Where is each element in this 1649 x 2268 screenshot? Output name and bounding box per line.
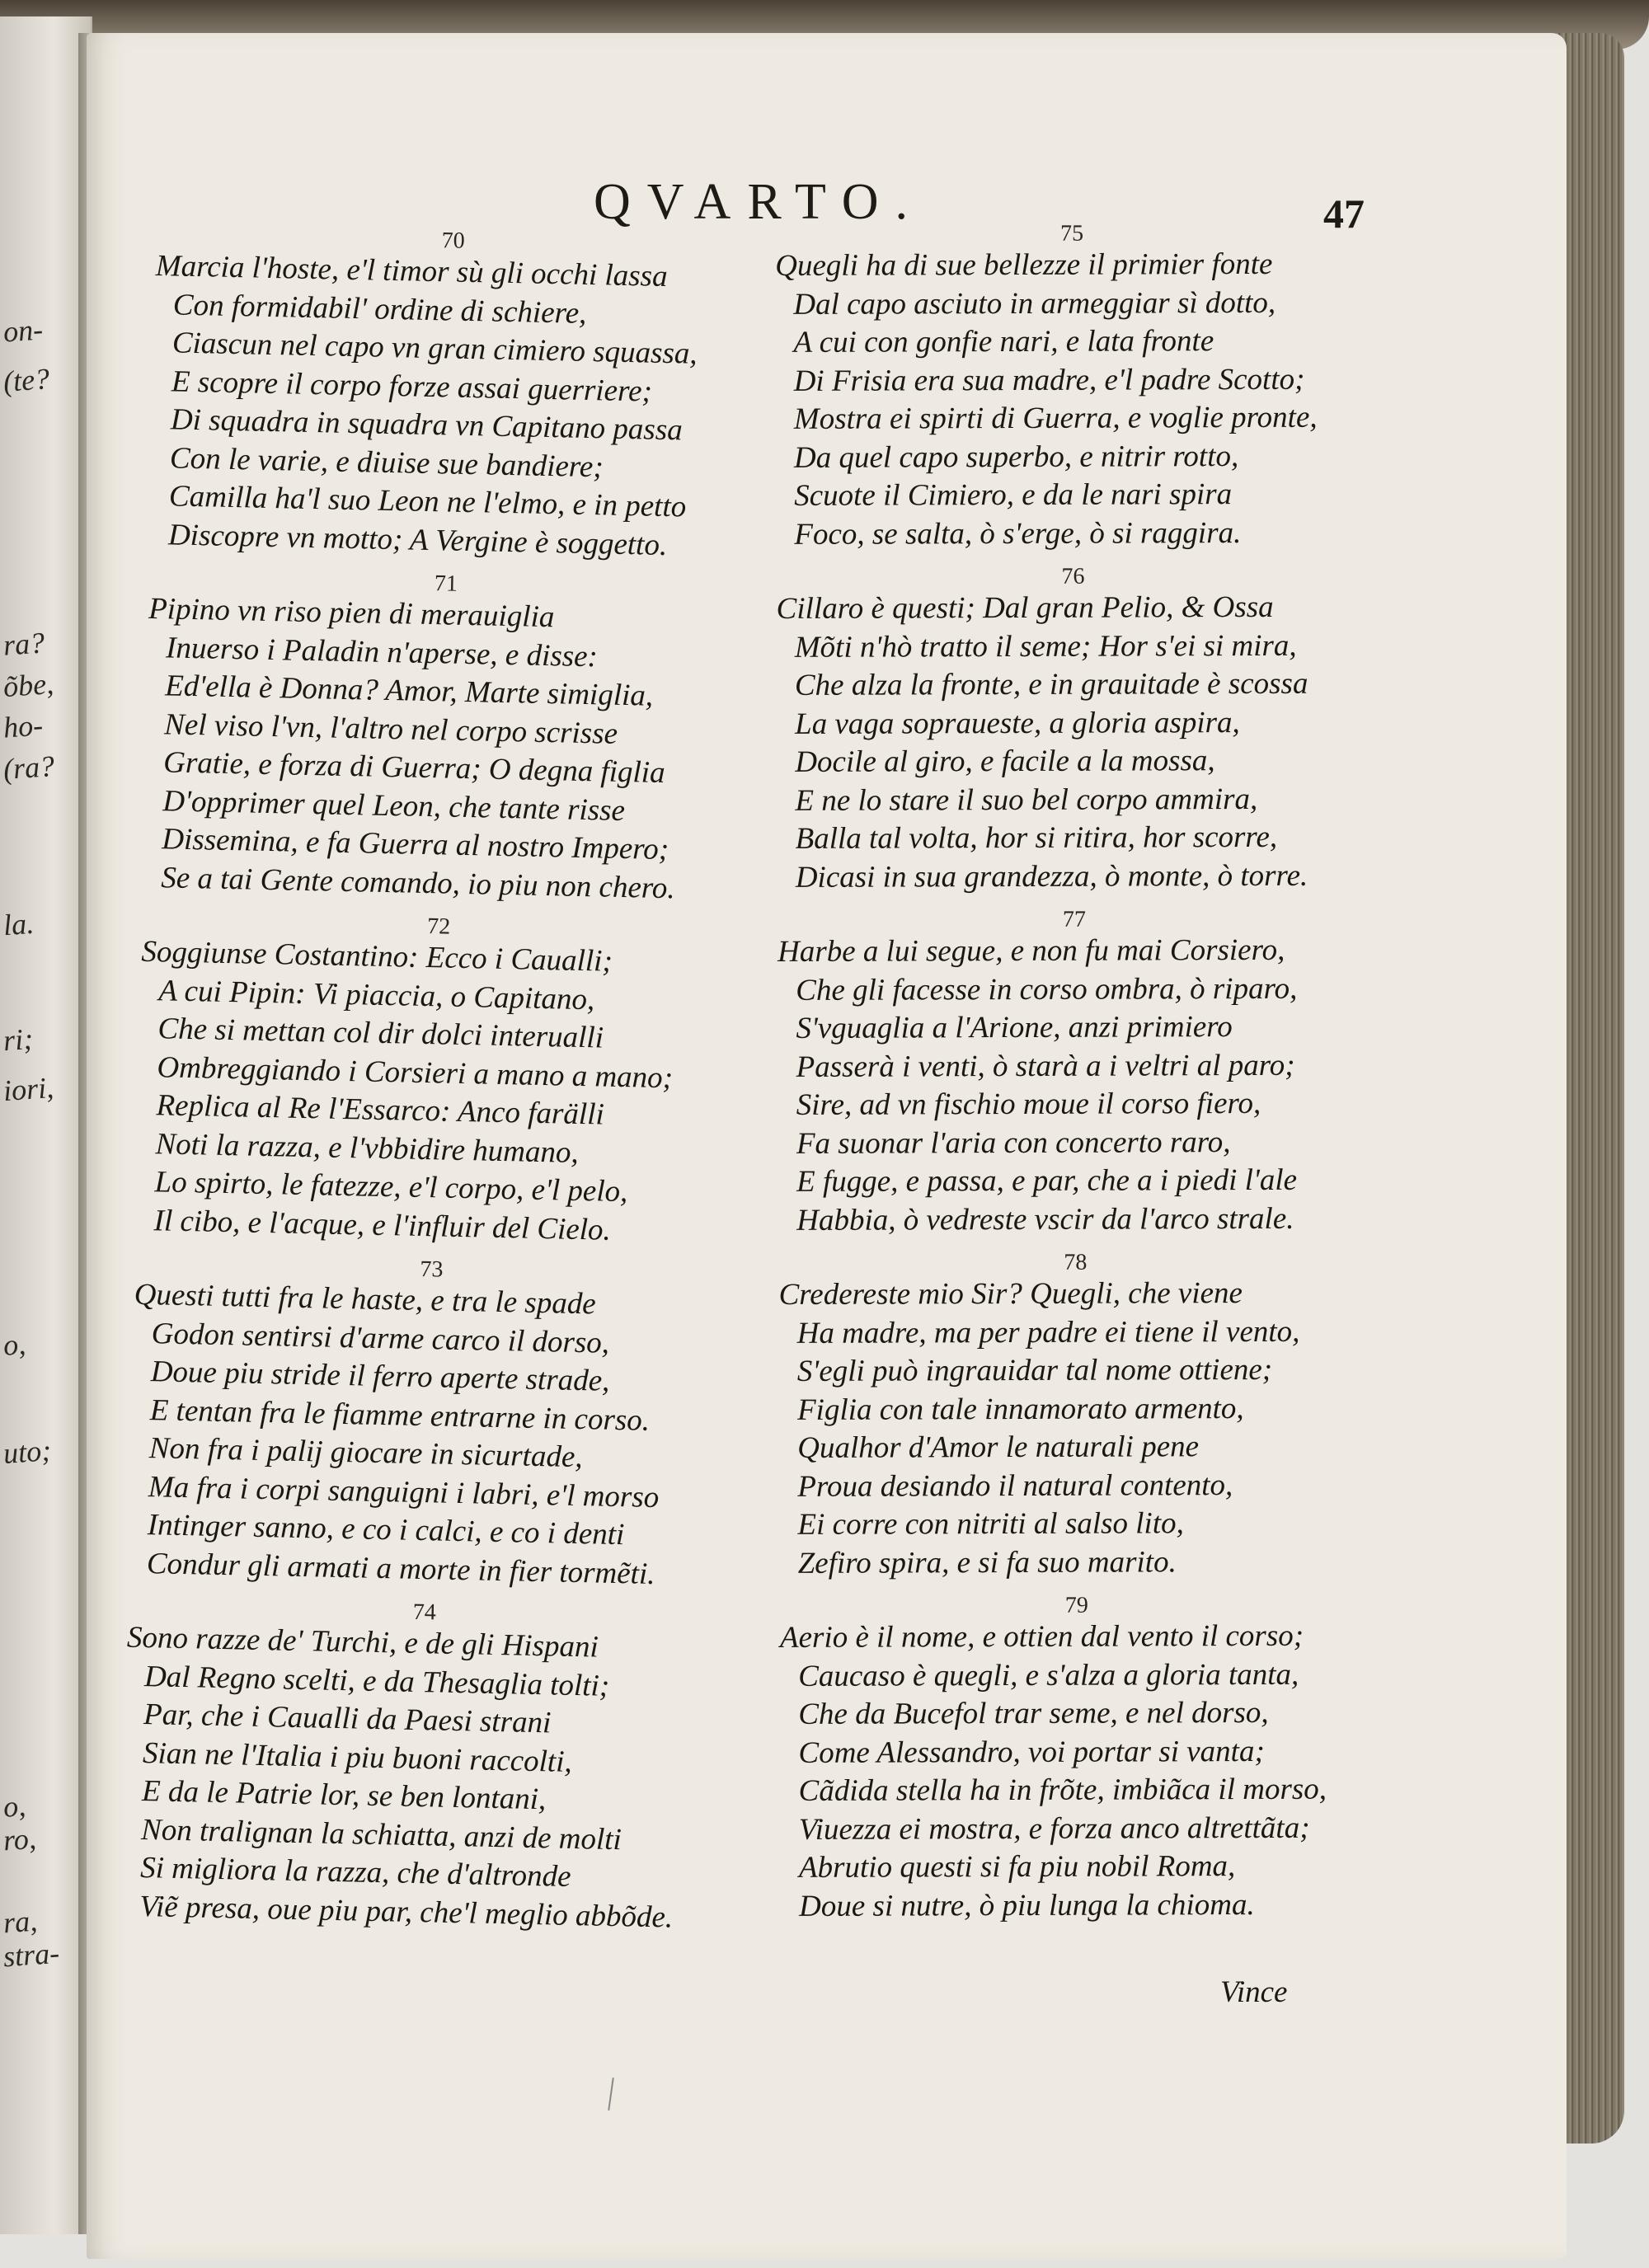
stanza-number: 71: [434, 571, 458, 597]
verse-line: Godon sentirsi d'arme carco il dorso,: [151, 1316, 610, 1360]
stanza: [775, 220, 1369, 554]
verse-line: A cui con gonfie nari, e lata fronte: [793, 324, 1214, 359]
stanza-number: 79: [1064, 1592, 1088, 1618]
stanza-lines: [128, 1276, 728, 1595]
verse-line: Proua desiando il natural contento,: [797, 1467, 1233, 1504]
stanza: [778, 906, 1372, 1240]
verse-line: Ma fra i corpi sanguigni i labri, e'l morso: [148, 1469, 660, 1514]
verse-line: Credereste mio Sir? Quegli, che viene: [778, 1276, 1243, 1312]
stanza: [778, 1249, 1373, 1583]
margin-fragment: on-: [2, 312, 45, 349]
stanza-lines: [780, 1617, 1374, 1926]
stanza-number: 76: [1061, 563, 1085, 589]
verse-line: Questi tutti fra le haste, e tra le spade: [134, 1277, 597, 1322]
verse-line: Dal Regno scelti, e da Thesaglia tolti;: [143, 1659, 610, 1703]
verse-line: Zefiro spira, e si fa suo marito.: [797, 1544, 1177, 1580]
verse-line: S'egli può ingrauidar tal nome ottiene;: [796, 1352, 1273, 1388]
stanza: [128, 1251, 728, 1595]
stanza-lines: [135, 933, 735, 1252]
margin-fragment: ro,: [2, 1821, 38, 1857]
margin-fragment: ra,: [2, 1904, 39, 1940]
margin-fragment: ri;: [2, 1021, 35, 1058]
verse-line: Gratie, e forza di Guerra; O degna figlia: [162, 745, 665, 791]
verse-line: Non fra i palij giocare in sicurtade,: [148, 1431, 584, 1475]
verse-line: Scuote il Cimiero, e da le nari spira: [794, 477, 1233, 513]
verse-line: Dal capo asciuto in armeggiar sì dotto,: [793, 285, 1276, 322]
verse-line: Nel viso l'vn, l'altro nel corpo scrisse: [163, 707, 618, 751]
margin-fragment: ra?: [2, 626, 46, 662]
verse-line: Ei corre con nitriti al salso lito,: [797, 1506, 1184, 1542]
verse-line: Harbe a lui segue, e non fu mai Corsiero,: [778, 932, 1285, 969]
margin-fragment: ho-: [2, 708, 45, 744]
verse-line: Cillaro è questi; Dal gran Pelio, & Ossa: [776, 589, 1274, 626]
verse-line: D'opprimer quel Leon, che tante risse: [162, 783, 626, 828]
verse-line: Che da Bucefol trar seme, e nel dorso,: [798, 1695, 1269, 1731]
verse-line: Par, che i Caualli da Paesi strani: [143, 1697, 552, 1740]
stanza-lines: [775, 245, 1369, 554]
margin-fragment: õbe,: [2, 666, 55, 704]
verse-line: E tentan fra le fiamme entrarne in corso.: [149, 1392, 651, 1438]
verse-line: Inuerso i Paladin n'aperse, e disse:: [165, 630, 599, 674]
stanza-number: 72: [426, 913, 451, 940]
stanza: [780, 1592, 1374, 1926]
stanza-lines: [150, 247, 750, 566]
margin-fragment: stra-: [2, 1936, 61, 1974]
verse-line: Dicasi in sua grandezza, ò monte, ò torre.: [795, 858, 1308, 895]
left-margin-fragments: [0, 16, 82, 2234]
verse-line: Intinger sanno, e co i calci, e co i denti: [147, 1508, 625, 1552]
stanza-number: 78: [1064, 1249, 1088, 1275]
verse-line: Che gli facesse in corso ombra, ò riparo,: [796, 971, 1298, 1007]
verse-line: Lo spirto, le fatezze, e'l corpo, e'l pelo,: [154, 1165, 628, 1209]
verse-line: Il cibo, e l'acque, e l'influir del Cielo.: [153, 1203, 612, 1247]
verse-line: Sian ne l'Italia i piu buoni raccolti,: [142, 1735, 573, 1779]
verse-line: Figlia con tale innamorato armento,: [796, 1391, 1244, 1427]
verse-line: E scopre il corpo forze assai guerriere;: [171, 364, 653, 409]
stanza-number: 73: [420, 1256, 444, 1283]
verse-line: E da le Patrie lor, se ben lontani,: [141, 1774, 547, 1817]
verse-line: Habbia, ò vedreste vscir da l'arco strale.: [796, 1201, 1294, 1237]
verse-line: Discopre vn motto; A Vergine è soggetto.: [167, 517, 668, 562]
verse-line: Aerio è il nome, e ottien dal vento il corso;: [779, 1618, 1304, 1655]
verse-line: Abrutio questi si fa piu nobil Roma,: [798, 1849, 1236, 1885]
verse-line: E ne lo stare il suo bel corpo ammira,: [795, 782, 1258, 818]
verse-line: Con formidabil' ordine di schiere,: [172, 287, 587, 331]
stanza-lines: [778, 931, 1372, 1240]
verse-line: Sono razze de' Turchi, e de gli Hispani: [126, 1620, 599, 1665]
verse-line: Ombreggiando i Corsieri a mano a mano;: [157, 1049, 674, 1095]
margin-fragment: (ra?: [2, 749, 56, 787]
verse-line: Viuezza ei mostra, e forza anco altrettãta;: [798, 1810, 1310, 1847]
verse-line: E fugge, e passa, e par, che a i piedi l'ale: [796, 1162, 1298, 1199]
stanza-lines: [121, 1619, 721, 1938]
margin-fragment: uto;: [2, 1434, 53, 1470]
verse-line: Soggiunse Costantino: Ecco i Caualli;: [141, 934, 613, 979]
right-column: [775, 220, 1374, 1937]
verse-line: Balla tal volta, hor si ritira, hor scorre,: [795, 819, 1278, 856]
stanza: [143, 566, 743, 909]
verse-line: Di Frisia era sua madre, e'l padre Scotto;: [793, 362, 1305, 398]
margin-fragment: la.: [2, 906, 35, 942]
verse-line: Che si mettan col dir dolci interualli: [157, 1012, 604, 1055]
verse-line: Marcia l'hoste, e'l timor sù gli occhi lassa: [155, 248, 669, 293]
stanza-lines: [143, 590, 743, 909]
verse-line: Caucaso è quegli, e s'alza a gloria tanta,: [798, 1657, 1299, 1693]
verse-line: Ciascun nel capo vn gran cimiero squassa,: [171, 326, 698, 371]
verse-line: Noti la razza, e l'vbbidire humano,: [155, 1126, 580, 1170]
verse-line: Doue piu stride il ferro aperte strade,: [150, 1355, 610, 1398]
page-number: 47: [1323, 190, 1365, 237]
stanza: [121, 1594, 721, 1938]
verse-line: Con le varie, e diuise sue bandiere;: [169, 440, 604, 484]
catchword: Vince: [1220, 1975, 1288, 2009]
verse-line: Fa suonar l'aria con concerto raro,: [796, 1125, 1231, 1161]
left-column: [120, 223, 749, 1950]
verse-line: Doue si nutre, ò piu lunga la chioma.: [799, 1887, 1255, 1923]
verse-line: A cui Pipin: Vi piaccia, o Capitano,: [158, 973, 595, 1017]
verse-line: Camilla ha'l suo Leon ne l'elmo, e in petto: [168, 479, 687, 524]
verse-line: Pipino vn riso pien di merauiglia: [148, 591, 555, 635]
verse-line: Foco, se salta, ò s'erge, ò si raggira.: [794, 515, 1242, 552]
verse-line: Sire, ad vn fischio moue il corso fiero,: [796, 1086, 1261, 1122]
verse-line: Se a tai Gente comando, io piu non chero.: [160, 860, 676, 905]
verse-line: Come Alessandro, voi portar si vanta;: [798, 1734, 1265, 1770]
verse-line: Quegli ha di sue bellezze il primier fonte: [775, 247, 1273, 283]
running-head: QVARTO.: [594, 174, 924, 230]
verse-line: S'vguaglia a l'Arione, anzi primiero: [796, 1010, 1233, 1045]
stanza-lines: [778, 1274, 1373, 1583]
verse-line: Passerà i venti, ò starà a i veltri al paro;: [796, 1048, 1295, 1084]
stanza-number: 75: [1059, 220, 1084, 247]
verse-line: Viẽ presa, oue piu par, che'l meglio abbõde.: [139, 1889, 674, 1935]
verse-line: Condur gli armati a morte in fier tormẽti.: [146, 1546, 655, 1591]
verse-line: La vaga sopraueste, a gloria aspira,: [795, 705, 1240, 741]
verse-line: Non tralignan la schiatta, anzi de molti: [140, 1812, 622, 1857]
margin-fragment: iori,: [2, 1070, 55, 1108]
verse-line: Da quel capo superbo, e nitrir rotto,: [793, 439, 1239, 475]
stanza-lines: [777, 588, 1371, 897]
stanza-number: 74: [412, 1599, 437, 1626]
margin-fragment: o,: [2, 1327, 27, 1362]
stanza: [150, 223, 750, 566]
verse-line: Cãdida stella ha in frõte, imbiãca il morso,: [798, 1772, 1327, 1808]
verse-line: Docile al giro, e facile a la mossa,: [795, 744, 1215, 779]
margin-fragment: (te?: [2, 362, 51, 398]
stanza: [135, 909, 735, 1252]
margin-fragment: o,: [2, 1789, 27, 1824]
verse-line: Ed'ella è Donna? Amor, Marte simiglia,: [164, 669, 654, 713]
stanza: [776, 563, 1370, 897]
stanza-number: 70: [441, 228, 465, 254]
verse-line: Che alza la fronte, e in grauitade è scossa: [794, 666, 1308, 702]
verse-line: Mostra ei spirti di Guerra, e voglie pronte,: [793, 400, 1318, 436]
verse-line: Dissemina, e fa Guerra al nostro Impero;: [161, 822, 669, 867]
stanza-number: 77: [1062, 906, 1087, 932]
verse-line: Si migliora la razza, che d'altronde: [139, 1851, 572, 1894]
verse-line: Ha madre, ma per padre ei tiene il vento,: [796, 1314, 1300, 1350]
verse-line: Mõti n'hò tratto il seme; Hor s'ei si mira,: [794, 628, 1297, 664]
verse-line: Replica al Re l'Essarco: Anco farälli: [156, 1088, 605, 1132]
verse-line: Di squadra in squadra vn Capitano passa: [170, 402, 684, 448]
verse-line: Qualhor d'Amor le naturali pene: [797, 1430, 1200, 1465]
